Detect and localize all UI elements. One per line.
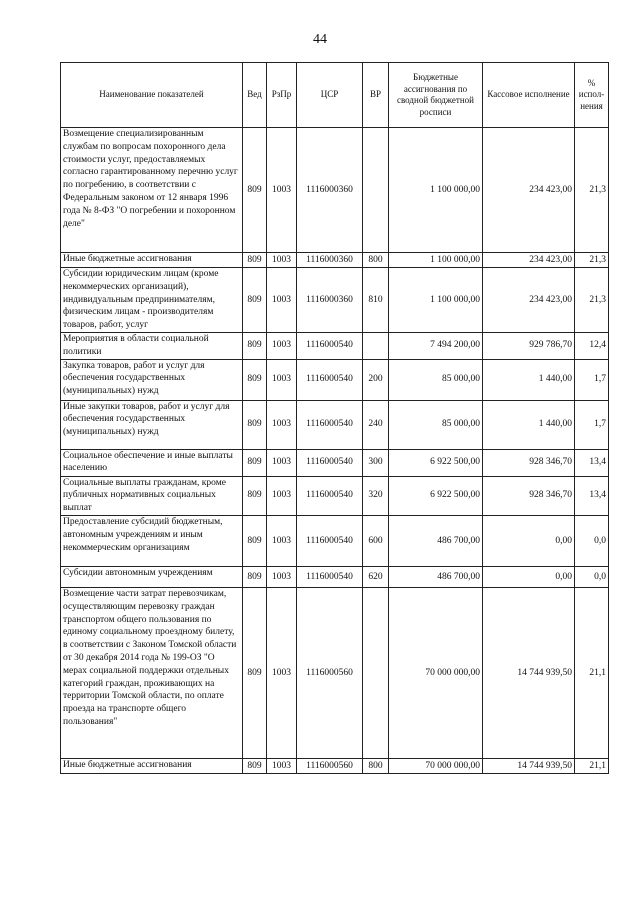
table-cell-csr: 1116000540 — [297, 476, 363, 515]
table-cell-vr — [363, 333, 389, 360]
table-cell-budget: 70 000 000,00 — [389, 758, 483, 773]
table-cell-ved: 809 — [243, 359, 267, 400]
table-cell-cash: 929 786,70 — [483, 333, 575, 360]
header-cash: Кассовое исполнение — [483, 63, 575, 128]
header-row — [61, 63, 609, 128]
table-cell-ved: 809 — [243, 515, 267, 566]
table-cell-budget: 70 000 000,00 — [389, 587, 483, 758]
table-cell-ved: 809 — [243, 476, 267, 515]
table-cell-budget: 85 000,00 — [389, 359, 483, 400]
table-cell-csr: 1116000360 — [297, 253, 363, 268]
table-row — [61, 566, 609, 587]
table-cell-csr: 1116000540 — [297, 359, 363, 400]
table-cell-rzpr: 1003 — [267, 758, 297, 773]
table-cell-rzpr: 1003 — [267, 333, 297, 360]
header-budget: Бюджетные ассигнования по сводной бюджетной росписи — [389, 63, 483, 128]
table-cell-cash: 234 423,00 — [483, 268, 575, 333]
table-cell-rzpr: 1003 — [267, 128, 297, 253]
table-cell-rzpr: 1003 — [267, 253, 297, 268]
table-cell-rzpr: 1003 — [267, 476, 297, 515]
table-cell-ved: 809 — [243, 400, 267, 449]
header-ved: Вед — [243, 63, 267, 128]
table-cell-ved: 809 — [243, 587, 267, 758]
table-cell-pct: 21,3 — [575, 268, 609, 333]
table-cell-cash: 1 440,00 — [483, 359, 575, 400]
table-cell-csr: 1116000540 — [297, 449, 363, 476]
table-cell-rzpr: 1003 — [267, 587, 297, 758]
table-cell-vr: 800 — [363, 758, 389, 773]
table-cell-ved: 809 — [243, 253, 267, 268]
header-vr: ВР — [363, 63, 389, 128]
table-cell-csr: 1116000540 — [297, 566, 363, 587]
table-cell-rzpr: 1003 — [267, 566, 297, 587]
table-row — [61, 128, 609, 253]
table-cell-pct: 21,3 — [575, 253, 609, 268]
table-row — [61, 515, 609, 566]
table-cell-csr: 1116000360 — [297, 268, 363, 333]
table-cell-budget: 1 100 000,00 — [389, 268, 483, 333]
table-cell-vr — [363, 128, 389, 253]
table-cell-vr: 240 — [363, 400, 389, 449]
table-row — [61, 253, 609, 268]
header-name: Наименование показателей — [61, 63, 243, 128]
table-cell-name: Иные бюджетные ассигнования — [61, 253, 243, 268]
budget-table — [60, 62, 609, 774]
table-cell-csr: 1116000540 — [297, 400, 363, 449]
table-cell-pct: 21,3 — [575, 128, 609, 253]
table-cell-cash: 234 423,00 — [483, 128, 575, 253]
table-cell-name: Закупка товаров, работ и услуг для обеспечения государственных (муниципальных) нужд — [61, 359, 243, 400]
table-cell-vr: 300 — [363, 449, 389, 476]
table-row — [61, 758, 609, 773]
table-cell-name: Возмещение специализированным службам по вопросам похоронного дела стоимости услуг, предоставляемых согласно гарантированному перечню услуг по погребению, в соответствии с Федеральным законом от 12 января 1996 года № 8-ФЗ "О погребении и похоронном деле" — [61, 128, 243, 253]
table-cell-pct: 0,0 — [575, 515, 609, 566]
table-cell-cash: 14 744 939,50 — [483, 587, 575, 758]
table-cell-cash: 234 423,00 — [483, 253, 575, 268]
table-row — [61, 333, 609, 360]
table-cell-pct: 13,4 — [575, 476, 609, 515]
table-cell-pct: 21,1 — [575, 587, 609, 758]
table-cell-cash: 928 346,70 — [483, 476, 575, 515]
table-cell-vr — [363, 587, 389, 758]
table-cell-rzpr: 1003 — [267, 268, 297, 333]
table-cell-pct: 0,0 — [575, 566, 609, 587]
table-cell-budget: 6 922 500,00 — [389, 449, 483, 476]
table-cell-name: Иные бюджетные ассигнования — [61, 758, 243, 773]
header-pct: % испол-нения — [575, 63, 609, 128]
table-cell-csr: 1116000540 — [297, 333, 363, 360]
table-row — [61, 268, 609, 333]
table-cell-name: Иные закупки товаров, работ и услуг для обеспечения государственных (муниципальных) нужд — [61, 400, 243, 449]
table-cell-ved: 809 — [243, 128, 267, 253]
table-cell-ved: 809 — [243, 268, 267, 333]
table-cell-name: Мероприятия в области социальной политики — [61, 333, 243, 360]
table-cell-vr: 600 — [363, 515, 389, 566]
table-cell-budget: 7 494 200,00 — [389, 333, 483, 360]
table-row — [61, 359, 609, 400]
table-cell-cash: 0,00 — [483, 566, 575, 587]
table-cell-budget: 1 100 000,00 — [389, 128, 483, 253]
table-cell-ved: 809 — [243, 758, 267, 773]
table-cell-name: Социальные выплаты гражданам, кроме публичных нормативных социальных выплат — [61, 476, 243, 515]
table-cell-pct: 21,1 — [575, 758, 609, 773]
table-row — [61, 449, 609, 476]
table-cell-pct: 13,4 — [575, 449, 609, 476]
table-cell-cash: 14 744 939,50 — [483, 758, 575, 773]
table-cell-ved: 809 — [243, 333, 267, 360]
table-cell-csr: 1116000560 — [297, 758, 363, 773]
table-cell-csr: 1116000540 — [297, 515, 363, 566]
table-cell-vr: 200 — [363, 359, 389, 400]
header-csr: ЦСР — [297, 63, 363, 128]
table-cell-name: Субсидии автономным учреждениям — [61, 566, 243, 587]
table-cell-name: Возмещение части затрат перевозчикам, осуществляющим перевозку граждан транспортом общего пользования по единому социальному проездному билету, в соответствии с Законом Томской области от 30 декабря 2014 года № 199-ОЗ "О мерах социальной поддержки отдельных категорий граждан, проживающих на территории Томской области, по оплате проезда на транспорте общего пользования" — [61, 587, 243, 758]
table-cell-rzpr: 1003 — [267, 515, 297, 566]
table-cell-pct: 1,7 — [575, 359, 609, 400]
table-cell-cash: 0,00 — [483, 515, 575, 566]
table-row — [61, 587, 609, 758]
table-cell-budget: 486 700,00 — [389, 566, 483, 587]
table-cell-rzpr: 1003 — [267, 400, 297, 449]
table-cell-vr: 620 — [363, 566, 389, 587]
table-cell-rzpr: 1003 — [267, 449, 297, 476]
table-row — [61, 400, 609, 449]
table-cell-vr: 800 — [363, 253, 389, 268]
table-cell-pct: 1,7 — [575, 400, 609, 449]
table-cell-name: Субсидии юридическим лицам (кроме некоммерческих организаций), индивидуальным предпринимателям, физическим лицам - производителям товаров, работ, услуг — [61, 268, 243, 333]
table-cell-cash: 1 440,00 — [483, 400, 575, 449]
header-rzpr: РзПр — [267, 63, 297, 128]
table-cell-csr: 1116000360 — [297, 128, 363, 253]
table-cell-budget: 6 922 500,00 — [389, 476, 483, 515]
page-number: 44 — [313, 32, 327, 47]
table-cell-vr: 810 — [363, 268, 389, 333]
table-cell-ved: 809 — [243, 449, 267, 476]
table-cell-pct: 12,4 — [575, 333, 609, 360]
table-cell-budget: 85 000,00 — [389, 400, 483, 449]
table-row — [61, 476, 609, 515]
table-cell-vr: 320 — [363, 476, 389, 515]
table-cell-rzpr: 1003 — [267, 359, 297, 400]
table-cell-budget: 1 100 000,00 — [389, 253, 483, 268]
table-cell-csr: 1116000560 — [297, 587, 363, 758]
table-cell-cash: 928 346,70 — [483, 449, 575, 476]
table-cell-ved: 809 — [243, 566, 267, 587]
table-cell-name: Предоставление субсидий бюджетным, автономным учреждениям и иным некоммерческим организациям — [61, 515, 243, 566]
table-cell-budget: 486 700,00 — [389, 515, 483, 566]
table-cell-name: Социальное обеспечение и иные выплаты населению — [61, 449, 243, 476]
